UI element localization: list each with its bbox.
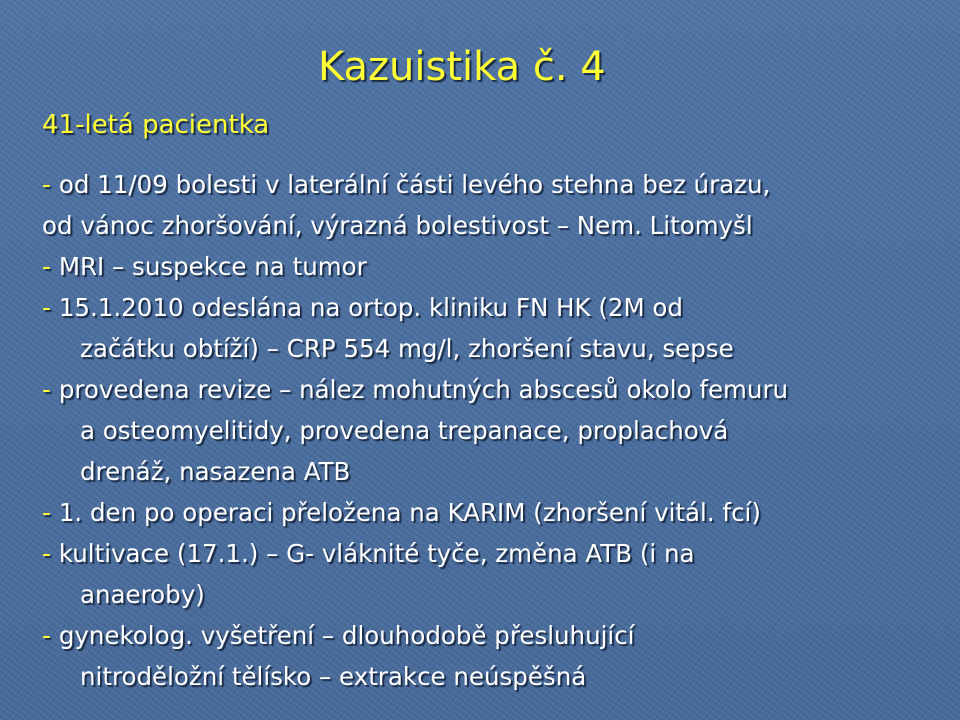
bullet-line [42,287,942,328]
bullet-item [42,615,942,697]
bullet-line [42,369,942,410]
bullet-text: 1. den po operaci přeložena na KARIM (zhoršení vitál. fcí) [58,498,761,527]
bullet-dash: - [42,375,51,404]
bullet-text: provedena revize – nález mohutných abscesů okolo femuru [58,375,789,404]
bullet-dash: - [42,539,51,568]
bullet-dash: - [42,498,51,527]
bullet-line [42,615,942,656]
bullet-item [42,287,942,369]
bullet-item [42,369,942,492]
bullet-item [42,533,942,615]
bullet-continuation: nitroděložní tělísko – extrakce neúspěšná [80,662,587,691]
bullet-dash: - [42,293,51,322]
bullet-continuation: a osteomyelitidy, provedena trepanace, proplachová [80,416,729,445]
bullet-item [42,492,942,533]
bullet-item [42,246,942,287]
bullet-dash: - [42,621,51,650]
bullet-text: gynekolog. vyšetření – dlouhodobě přesluhující [58,621,635,650]
slide-title: Kazuistika č. 4 [318,44,606,90]
bullet-continuation: anaeroby) [80,580,205,609]
bullet-continuation: drenáž, nasazena ATB [80,457,351,486]
bullet-continuation: od vánoc zhoršování, výrazná bolestivost – Nem. Litomyšl [42,211,753,240]
bullet-dash: - [42,170,51,199]
bullet-text: kultivace (17.1.) – G- vláknité tyče, změna ATB (i na [58,539,695,568]
bullet-item [42,164,942,246]
bullet-continuation: začátku obtíží) – CRP 554 mg/l, zhoršení stavu, sepse [80,334,734,363]
bullet-line [42,492,942,533]
bullet-list [42,164,942,697]
bullet-text: 15.1.2010 odeslána na ortop. kliniku FN HK (2M od [58,293,683,322]
bullet-dash: - [42,252,51,281]
bullet-line [42,164,942,205]
bullet-line [42,533,942,574]
slide-subtitle: 41-letá pacientka [42,110,270,140]
bullet-text: od 11/09 bolesti v laterální části levého stehna bez úrazu, [58,170,771,199]
bullet-text: MRI – suspekce na tumor [58,252,367,281]
bullet-line [42,246,942,287]
